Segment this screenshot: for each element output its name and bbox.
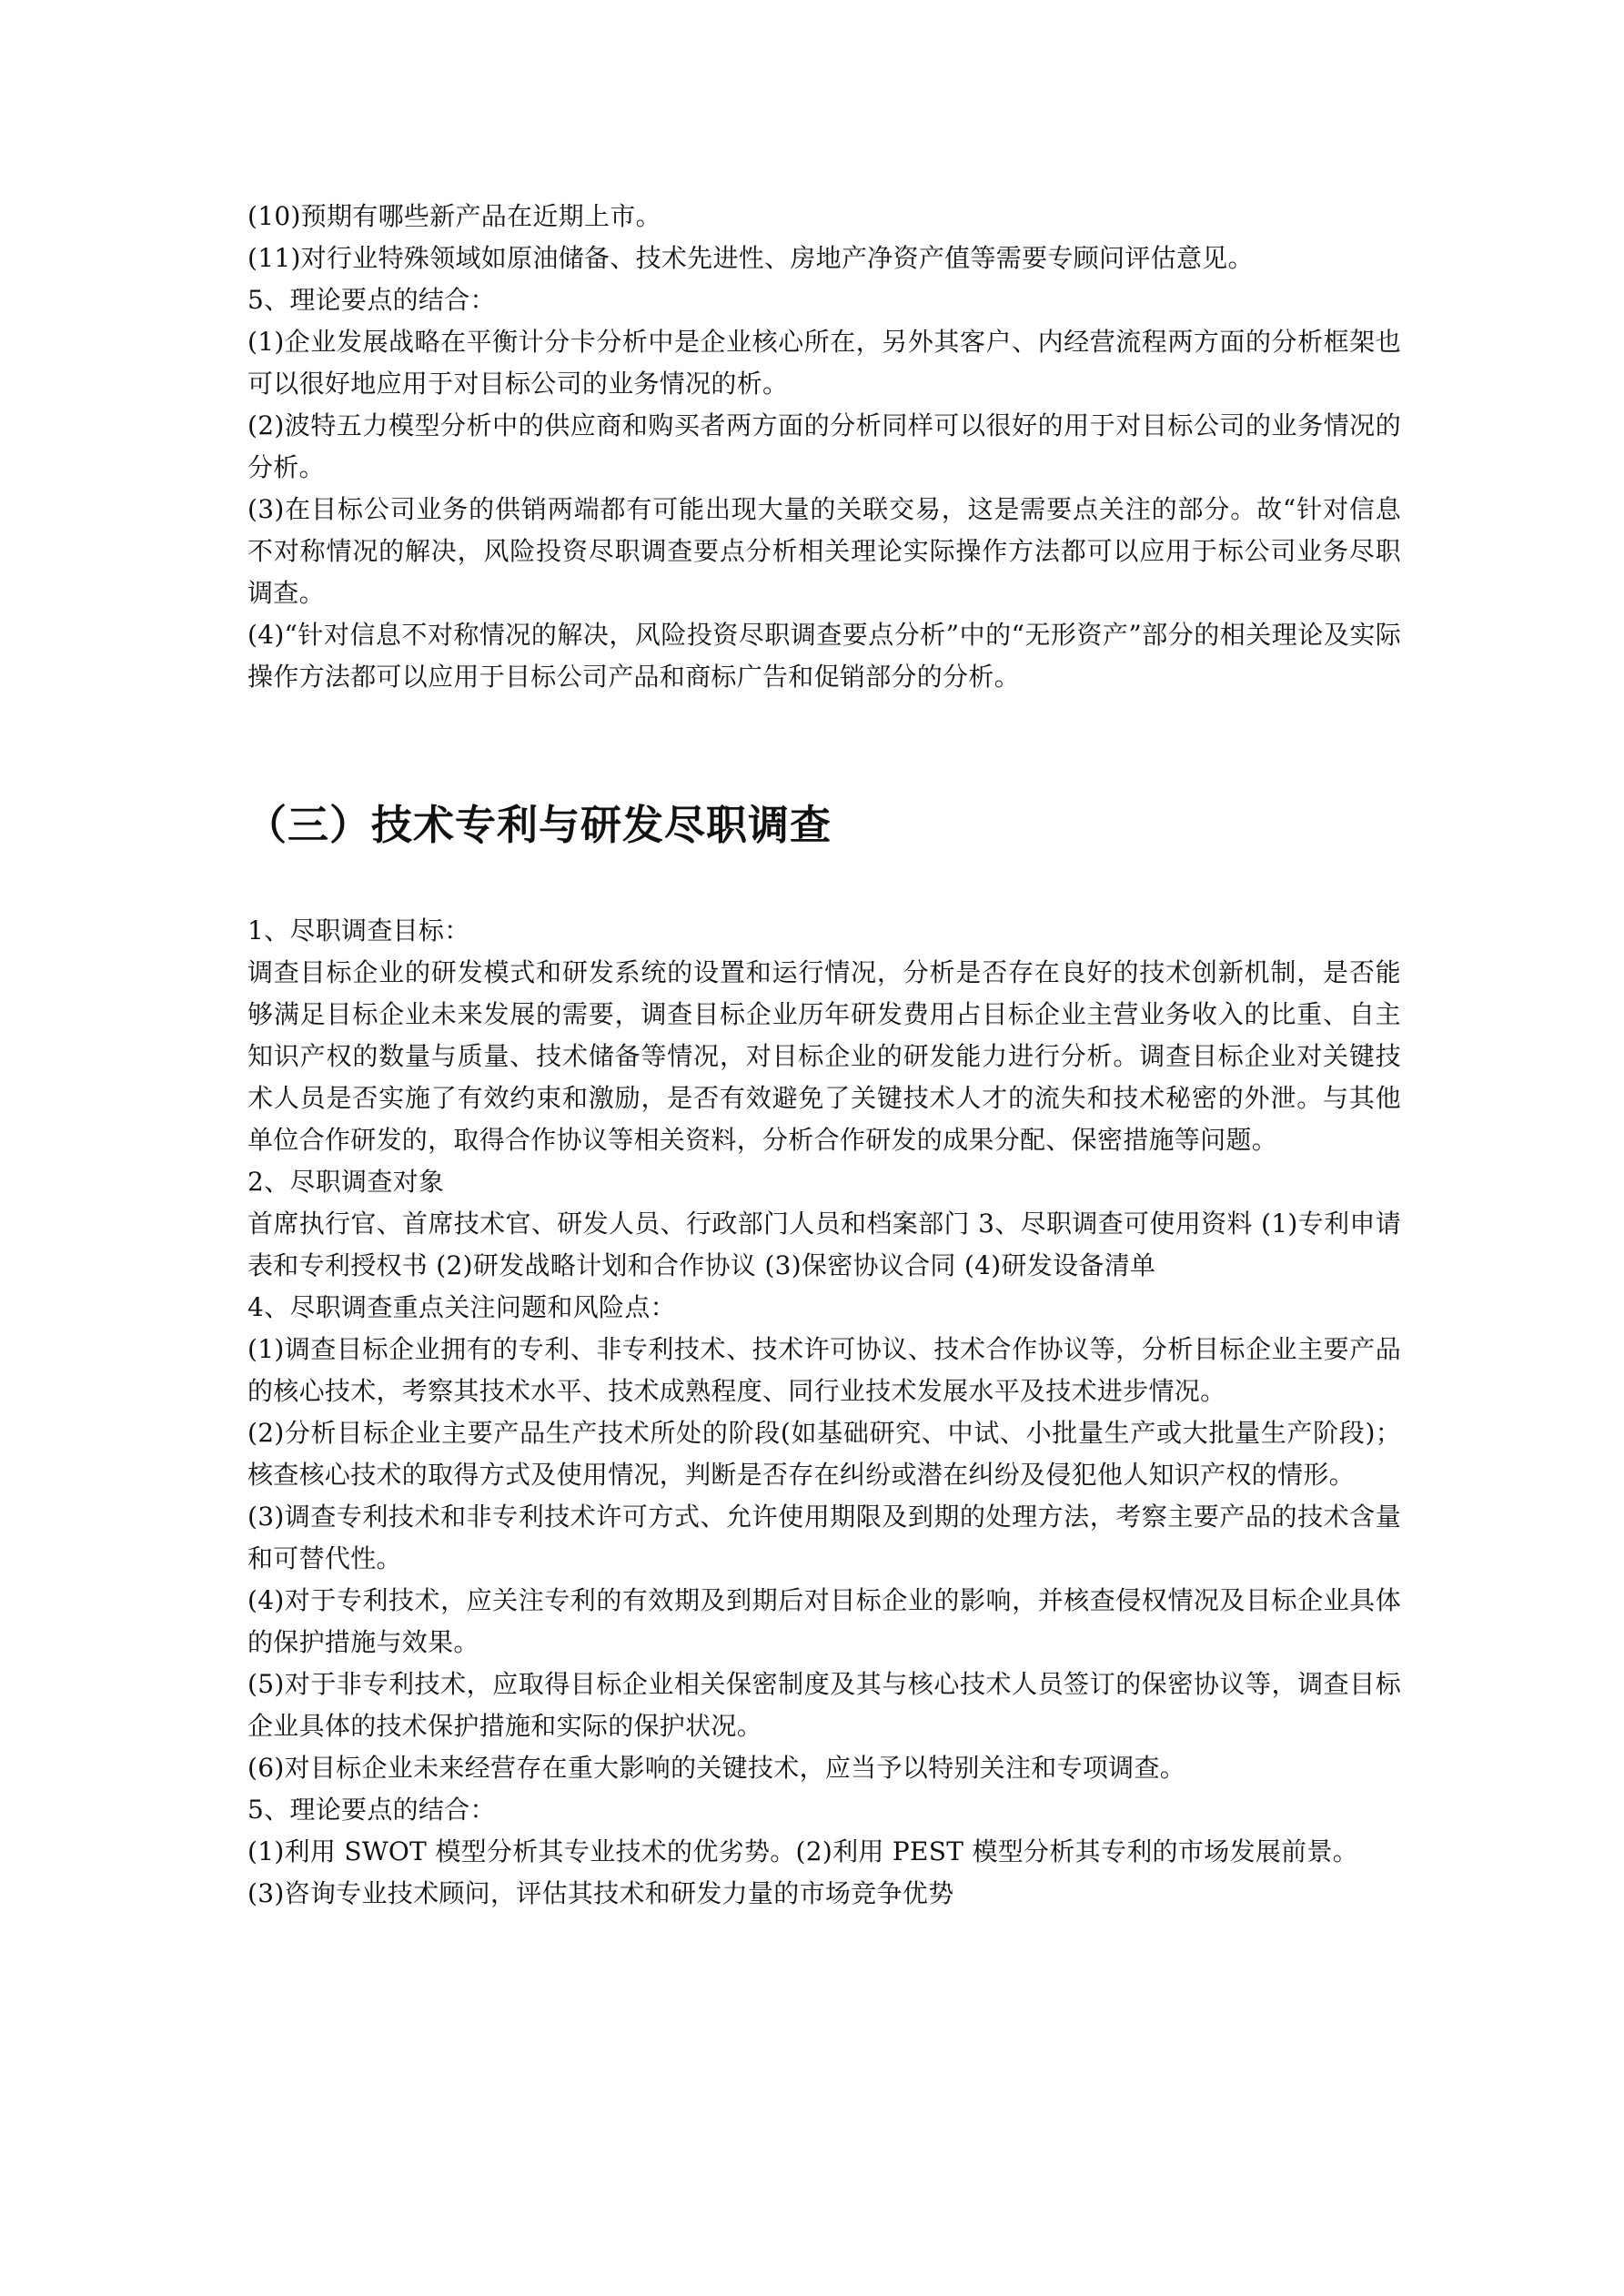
paragraph: (3)咨询专业技术顾问，评估其技术和研发力量的市场竞争优势 [247,1878,954,1908]
paragraph: (3)在目标公司业务的供销两端都有可能出现大量的关联交易，这是需要点关注的部分。故“针对信息不对称情况的解决，风险投资尽职调查要点分析相关理论实际操作方法都可以应用于标公司业务尽职调查。 [247,494,1401,608]
paragraph: (4)对于专利技术，应关注专利的有效期及到期后对目标企业的影响，并核查侵权情况及目标企业具体的保护措施与效果。 [247,1585,1401,1657]
section-tech-patent-dd [247,910,1401,1915]
section-heading: （三）技术专利与研发尽职调查 [246,801,832,849]
paragraph: 5、理论要点的结合： [247,285,496,315]
paragraph: (1)调查目标企业拥有的专利、非专利技术、技术许可协议、技术合作协议等，分析目标企业主要产品的核心技术，考察其技术水平、技术成熟程度、同行业技术发展水平及技术进步情况。 [247,1334,1401,1406]
paragraph: (2)波特五力模型分析中的供应商和购买者两方面的分析同样可以很好的用于对目标公司的业务情况的分析。 [247,410,1401,482]
paragraph: (6)对目标企业未来经营存在重大影响的关键技术，应当予以特别关注和专项调查。 [247,1753,1186,1783]
paragraph: (10)预期有哪些新产品在近期上市。 [247,201,661,231]
paragraph: (2)分析目标企业主要产品生产技术所处的阶段(如基础研究、中试、小批量生产或大批量生产阶段)；核查核心技术的取得方式及使用情况，判断是否存在纠纷或潜在纠纷及侵犯他人知识产权的情形。 [247,1418,1401,1490]
paragraph: (5)对于非专利技术，应取得目标企业相关保密制度及其与核心技术人员签订的保密协议等，调查目标企业具体的技术保护措施和实际的保护状况。 [247,1669,1401,1741]
paragraph: 调查目标企业的研发模式和研发系统的设置和运行情况，分析是否存在良好的技术创新机制，是否能够满足目标企业未来发展的需要，调查目标企业历年研发费用占目标企业主营业务收入的比重、自主知识产权的数量与质量、技术储备等情况，对目标企业的研发能力进行分析。调查目标企业对关键技术人员是否实施了有效约束和激励，是否有效避免了关键技术人才的流失和技术秘密的外泄。与其他单位合作研发的，取得合作协议等相关资料，分析合作研发的成果分配、保密措施等问题。 [247,957,1401,1155]
paragraph: (1)企业发展战略在平衡计分卡分析中是企业核心所在，另外其客户、内经营流程两方面的分析框架也可以很好地应用于对目标公司的业务情况的析。 [247,327,1401,399]
paragraph: 4、尽职调查重点关注问题和风险点： [247,1292,676,1322]
paragraph: (4)“针对信息不对称情况的解决，风险投资尽职调查要点分析”中的“无形资产”部分的相关理论及实际操作方法都可以应用于目标公司产品和商标广告和促销部分的分析。 [247,620,1401,692]
paragraph: 首席执行官、首席技术官、研发人员、行政部门人员和档案部门 3、尽职调查可使用资料 (1)专利申请表和专利授权书 (2)研发战略计划和合作协议 (3)保密协议合同 (4)研发设备清单 [247,1209,1401,1280]
paragraph: (11)对行业特殊领域如原油储备、技术先进性、房地产净资产值等需要专顾问评估意见。 [247,243,1254,273]
paragraph: (1)利用 SWOT 模型分析其专业技术的优劣势。(2)利用 PEST 模型分析其专利的市场发展前景。 [247,1836,1358,1866]
paragraph: 1、尽职调查目标： [247,915,470,946]
paragraph: 2、尽职调查对象 [247,1167,445,1197]
paragraph: (3)调查专利技术和非专利技术许可方式、允许使用期限及到期的处理方法，考察主要产品的技术含量和可替代性。 [247,1502,1401,1573]
section-business-theory [247,196,1401,698]
paragraph: 5、理论要点的结合： [247,1795,496,1825]
